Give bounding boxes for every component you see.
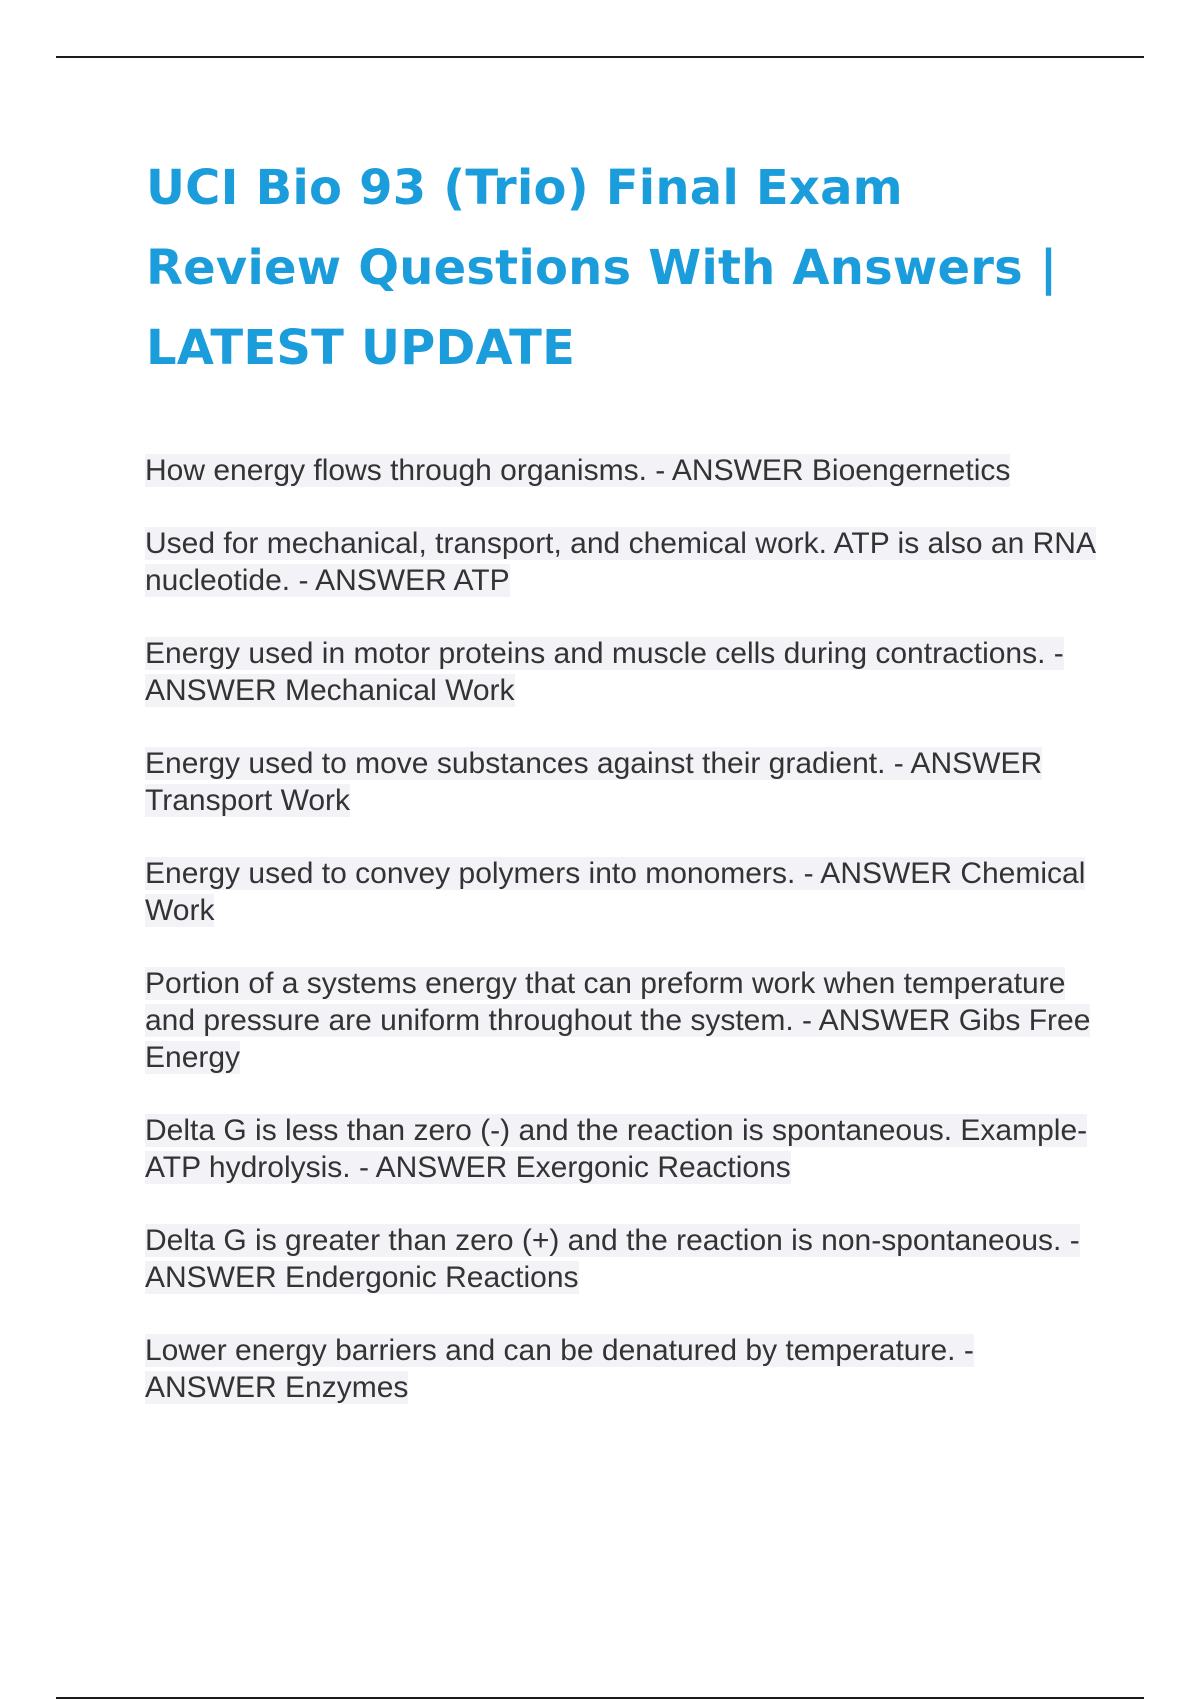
qa-item-text: Energy used to move substances against their gradient. - ANSWER Transport Work: [145, 747, 1043, 817]
bottom-horizontal-rule: [56, 1697, 1144, 1699]
qa-item: [145, 855, 1105, 929]
qa-item-text: How energy flows through organisms. - ANSWER Bioengernetics: [145, 454, 1011, 487]
qa-item: [145, 1222, 1105, 1296]
qa-item-text: Delta G is greater than zero (+) and the reaction is non-spontaneous. - ANSWER Endergonic Reactions: [145, 1224, 1080, 1294]
qa-item-text: Used for mechanical, transport, and chemical work. ATP is also an RNA nucleotide. - ANSWER ATP: [145, 527, 1096, 597]
qa-item: [145, 1112, 1105, 1186]
qa-item-text: Energy used in motor proteins and muscle cells during contractions. - ANSWER Mechanical Work: [145, 637, 1064, 707]
qa-list: [145, 452, 1105, 1442]
qa-item: [145, 525, 1105, 599]
qa-item: [145, 745, 1105, 819]
qa-item-text: Lower energy barriers and can be denatured by temperature. - ANSWER Enzymes: [145, 1334, 974, 1404]
qa-item-text: Energy used to convey polymers into monomers. - ANSWER Chemical Work: [145, 857, 1086, 927]
document-title: UCI Bio 93 (Trio) Final Exam Review Questions With Answers | LATEST UPDATE: [146, 160, 1058, 376]
qa-item-text: Delta G is less than zero (-) and the reaction is spontaneous. Example- ATP hydrolysis. - ANSWER Exergonic Reactions: [145, 1114, 1088, 1184]
top-horizontal-rule: [56, 56, 1144, 58]
qa-item: [145, 965, 1105, 1076]
qa-item: [145, 635, 1105, 709]
qa-item: [145, 1332, 1105, 1406]
qa-item: [145, 452, 1105, 489]
qa-item-text: Portion of a systems energy that can preform work when temperature and pressure are uniform throughout the system. - ANSWER Gibs Free Energy: [145, 967, 1091, 1074]
